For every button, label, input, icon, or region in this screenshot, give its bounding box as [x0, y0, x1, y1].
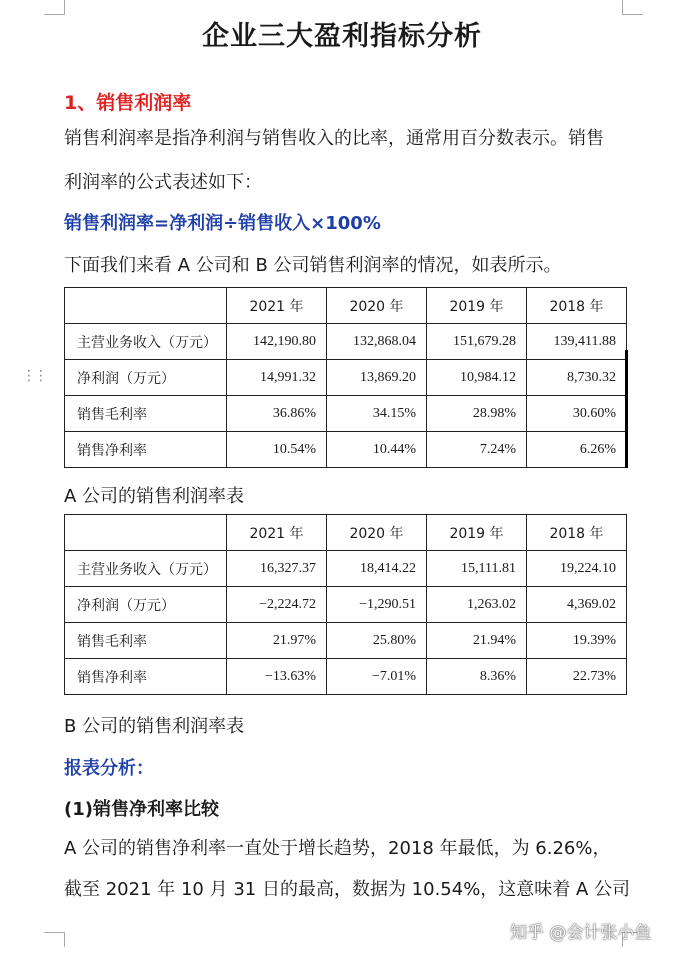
section-heading-sales-margin: 1、销售利润率: [64, 92, 192, 114]
page-corner-mark: [44, 0, 65, 15]
table-row: [65, 324, 627, 360]
table-cell: 19.39%: [527, 623, 627, 659]
analysis-heading: 报表分析：: [64, 758, 154, 779]
header-cell: 2019 年: [427, 515, 527, 551]
header-cell: 2019 年: [427, 288, 527, 324]
table-cell: 4,369.02: [527, 587, 627, 623]
document-title: 企业三大盈利指标分析: [202, 21, 482, 52]
row-label: 销售毛利率: [65, 396, 227, 432]
row-label: 销售净利率: [65, 432, 227, 468]
table-cell: 18,414.22: [327, 551, 427, 587]
table-row: [65, 551, 627, 587]
header-cell: 2020 年: [327, 515, 427, 551]
table-header-row: [65, 515, 627, 551]
page-corner-mark: [44, 932, 65, 947]
table-row: [65, 360, 627, 396]
table-a-caption: A 公司的销售利润率表: [64, 486, 245, 507]
table-cell: 21.94%: [427, 623, 527, 659]
header-cell: 2020 年: [327, 288, 427, 324]
header-cell: 2021 年: [227, 515, 327, 551]
table-cell: 16,327.37: [227, 551, 327, 587]
row-label: 主营业务收入（万元）: [65, 551, 227, 587]
table-cell: 30.60%: [527, 396, 627, 432]
header-cell: 2021 年: [227, 288, 327, 324]
formula: 销售利润率=净利润÷销售收入×100%: [64, 213, 381, 234]
table-cell: 28.98%: [427, 396, 527, 432]
table-cell: 8.36%: [427, 659, 527, 695]
intro-line-2: 利润率的公式表述如下：: [64, 172, 262, 193]
table-cell: 1,263.02: [427, 587, 527, 623]
table-header-row: [65, 288, 627, 324]
table-cell: 10,984.12: [427, 360, 527, 396]
column-resize-handle[interactable]: [625, 350, 628, 468]
table-cell: 14,991.32: [227, 360, 327, 396]
table-cell: 8,730.32: [527, 360, 627, 396]
table-row: [65, 623, 627, 659]
table-row: [65, 659, 627, 695]
table-cell: −13.63%: [227, 659, 327, 695]
table-cell: 10.44%: [327, 432, 427, 468]
row-label: 净利润（万元）: [65, 587, 227, 623]
analysis-line-1: A 公司的销售净利率一直处于增长趋势，2018 年最低，为 6.26%，: [64, 838, 611, 859]
table-cell: 13,869.20: [327, 360, 427, 396]
table-cell: 6.26%: [527, 432, 627, 468]
table-cell: 22.73%: [527, 659, 627, 695]
table-b-caption: B 公司的销售利润率表: [64, 716, 245, 737]
watermark: 知乎 @会计张小鱼: [510, 923, 652, 943]
header-cell: 2018 年: [527, 515, 627, 551]
table-cell: 25.80%: [327, 623, 427, 659]
row-label: 净利润（万元）: [65, 360, 227, 396]
row-label: 主营业务收入（万元）: [65, 324, 227, 360]
row-label: 销售净利率: [65, 659, 227, 695]
table-cell: 10.54%: [227, 432, 327, 468]
page-corner-mark: [622, 0, 643, 15]
table-cell: 21.97%: [227, 623, 327, 659]
table-cell: 132,868.04: [327, 324, 427, 360]
header-cell: [65, 515, 227, 551]
table-cell: 34.15%: [327, 396, 427, 432]
intro-line-1: 销售利润率是指净利润与销售收入的比率，通常用百分数表示。销售: [64, 128, 604, 149]
row-label: 销售毛利率: [65, 623, 227, 659]
table-row: [65, 587, 627, 623]
header-cell: [65, 288, 227, 324]
company-a-table: [64, 287, 627, 468]
table-cell: 15,111.81: [427, 551, 527, 587]
analysis-subheading: (1)销售净利率比较: [64, 799, 219, 820]
table-cell: 19,224.10: [527, 551, 627, 587]
table-cell: 142,190.80: [227, 324, 327, 360]
table-cell: −1,290.51: [327, 587, 427, 623]
company-b-table: [64, 514, 627, 695]
header-cell: 2018 年: [527, 288, 627, 324]
table-cell: −2,224.72: [227, 587, 327, 623]
table-lead-text: 下面我们来看 A 公司和 B 公司销售利润率的情况，如表所示。: [64, 255, 562, 276]
table-cell: 151,679.28: [427, 324, 527, 360]
drag-handle-icon[interactable]: ⋮⋮: [22, 368, 46, 384]
table-row: [65, 396, 627, 432]
analysis-line-2: 截至 2021 年 10 月 31 日的最高，数据为 10.54%，这意味着 A 公司: [64, 879, 631, 900]
table-row: [65, 432, 627, 468]
table-cell: −7.01%: [327, 659, 427, 695]
table-cell: 36.86%: [227, 396, 327, 432]
table-cell: 7.24%: [427, 432, 527, 468]
table-cell: 139,411.88: [527, 324, 627, 360]
